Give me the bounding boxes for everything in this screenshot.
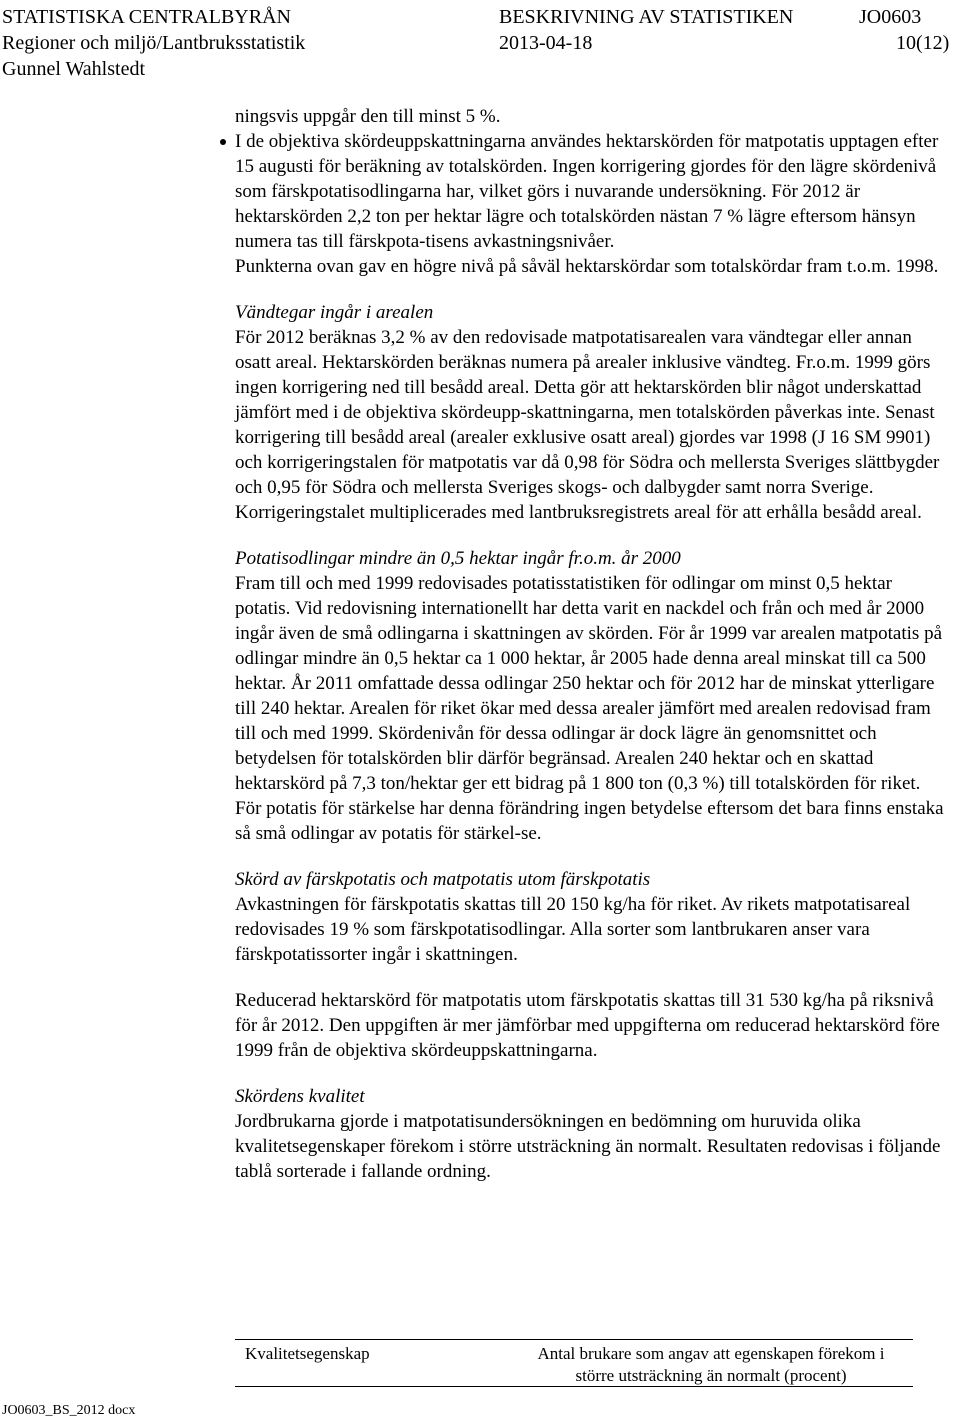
header-doc-type: BESKRIVNING AV STATISTIKEN [499, 6, 794, 28]
footer-filename: JO0603_BS_2012 docx [2, 1403, 136, 1418]
section-heading-harvest: Skörd av färskpotatis och matpotatis utom färskpotatis [235, 869, 651, 890]
section-heading-small-fields: Potatisodlingar mindre än 0,5 hektar ingår fr.o.m. år 2000 [235, 548, 681, 569]
header-page-number: 10(12) [896, 32, 950, 54]
header-department: Regioner och miljö/Lantbruksstatistik [2, 32, 306, 54]
table-header-quality: Kvalitetsegenskap [245, 1344, 370, 1363]
summary-paragraph: Punkterna ovan gav en högre nivå på såväl hektarskördar som totalskördar fram t.o.m. 1998. [235, 256, 939, 277]
table-header-share-line2: större utsträckning än normalt (procent) [575, 1366, 847, 1385]
section-text-harvest: Avkastningen för färskpotatis skattas till 20 150 kg/ha för riket. Av rikets matpotatisareal redovisades 19 % som färskpotatisodlingar. Alla sorter som lantbrukaren anser vara färskpotatissorter ingår i skattningen. [235, 894, 911, 965]
bullet-list [235, 129, 947, 254]
section-heading-vandtegar: Vändtegar ingår i arealen [235, 302, 434, 323]
bullet-icon [220, 139, 226, 145]
section-text-small-fields: Fram till och med 1999 redovisades potatisstatistiken för odlingar om minst 0,5 hektar potatis. Vid redovisning internationellt har detta varit en nackdel och från och med år 2000 ingår även de små odlingarna i skattningen av skörden. För år 1999 var arealen matpotatis på odlingar mindre än 0,5 hektar ca 1 000 hektar, år 2005 hade denna areal minskat till ca 500 hektar. År 2011 omfattade dessa odlingar 250 hektar och för 2012 har de minskat ytterligare till 240 hektar. Arealen för riket ökar med dessa arealer jämfört med arealen redovisad fram till och med 1999. Skördenivån för dessa odlingar är dock lägre än genomsnittet och betydelsen för totalskörden blir därför begränsad. Arealen 240 hektar och en skattad hektarskörd på 7,3 ton/hektar ger ett bidrag på 1 800 ton (0,3 %) till totalskörden för riket. För potatis för stärkelse har denna förändring ingen betydelse eftersom det bara finns enstaka så små odlingar av potatis för stärkel-se. [235, 573, 944, 844]
header-doc-id: JO0603 [859, 6, 922, 28]
header-org: STATISTISKA CENTRALBYRÅN [2, 6, 291, 28]
table-header-rule [235, 1386, 913, 1387]
bullet-item [235, 129, 947, 254]
continuation-line: ningsvis uppgår den till minst 5 %. [235, 106, 501, 127]
table-top-rule [235, 1339, 913, 1340]
section-heading-quality: Skördens kvalitet [235, 1086, 365, 1107]
bullet-text: I de objektiva skördeuppskattningarna användes hektarskörden för matpotatis upptagen efter 15 augusti för beräkning av totalskörden. Ingen korrigering gjordes för den lägre skördenivå som färskpotatisodlingarna har, vilket görs i nuvarande undersökning. För 2012 är hektarskörden 2,2 ton per hektar lägre och totalskörden nästan 7 % lägre eftersom hänsyn numera tas till färskpota-tisens avkastningsnivåer. [235, 131, 939, 252]
document-body [235, 104, 947, 1184]
header-author: Gunnel Wahlstedt [2, 58, 145, 80]
table-header-share [509, 1343, 913, 1387]
section-text-vandtegar: För 2012 beräknas 3,2 % av den redovisade matpotatisarealen vara vändtegar eller annan osatt areal. Hektarskörden beräknas numera på arealer inklusive vändteg. Fr.o.m. 1999 görs ingen korrigering ned till besådd areal. Detta gör att hektarskörden blir något underskattad jämfört med i de objektiva skördeupp-skattningarna, men totalskörden påverkas inte. Senast korrigering till besådd areal (arealer exklusive osatt areal) gjordes var 1998 (J 16 SM 9901) och korrigeringstalen för matpotatis var då 0,98 för Södra och mellersta Sveriges slättbygder och 0,95 för Södra och mellersta Sveriges skogs- och dalbygder samt norra Sverige. Korrigeringstalet multiplicerades med lantbruksregistrets areal för att erhålla besådd areal. [235, 327, 940, 523]
table-header-share-line1: Antal brukare som angav att egenskapen förekom i [537, 1344, 885, 1363]
section-text-harvest-2: Reducerad hektarskörd för matpotatis utom färskpotatis skattas till 31 530 kg/ha på riksnivå för år 2012. Den uppgiften är mer jämförbar med uppgifterna om reducerad hektarskörd före 1999 från de objektiva skördeuppskattningarna. [235, 990, 940, 1061]
section-text-quality: Jordbrukarna gjorde i matpotatisundersökningen en bedömning om huruvida olika kvalitetsegenskaper förekom i större utsträckning än normalt. Resultaten redovisas i följande tablå sorterade i fallande ordning. [235, 1111, 941, 1182]
header-date: 2013-04-18 [499, 32, 593, 54]
